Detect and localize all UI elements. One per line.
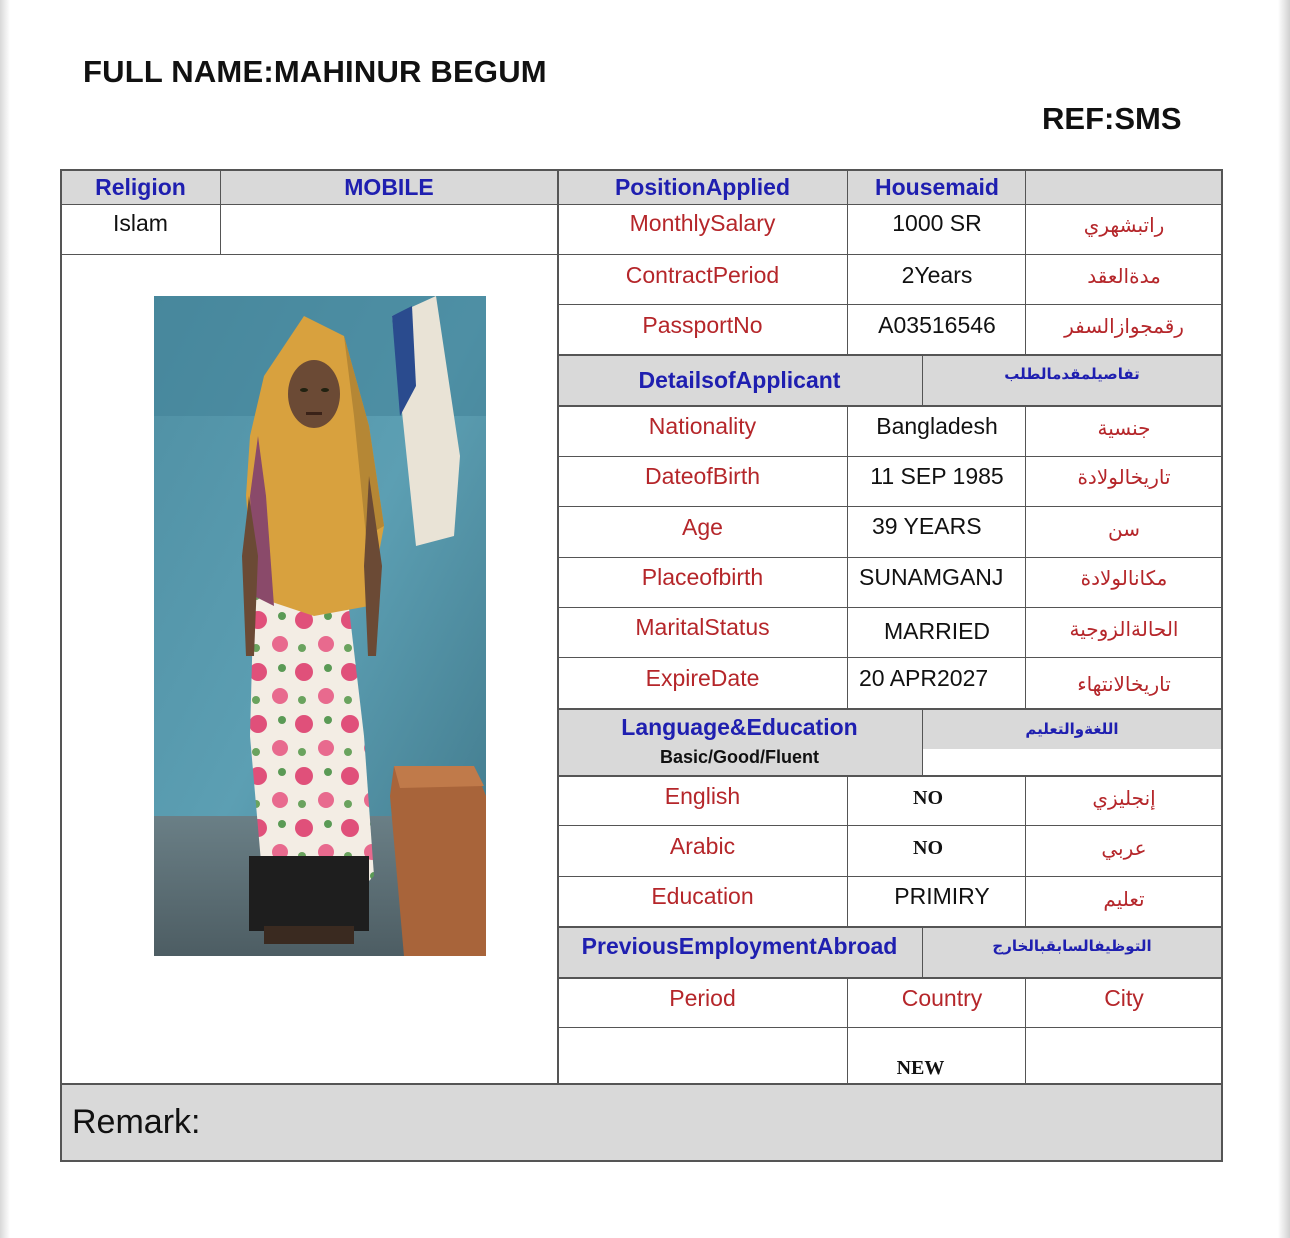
table-grid-line — [557, 825, 1223, 826]
monthly-salary-value: 1000 SR — [892, 209, 982, 236]
header-blank-cell — [1026, 170, 1222, 205]
table-grid-line — [557, 506, 1223, 507]
remark-label: Remark: — [60, 1084, 1222, 1161]
date-of-birth-value: 11 SEP 1985 — [870, 462, 1004, 489]
passport-label: PassportNo — [642, 311, 763, 338]
language-header-blank — [922, 749, 1222, 776]
table-grid-line — [557, 708, 1223, 710]
employment-country-value: NEW — [896, 1056, 945, 1079]
full-name-heading: FULL NAME:MAHINUR BEGUM — [83, 54, 547, 89]
table-grid-line — [60, 170, 62, 1161]
age-value: 39 YEARS — [872, 512, 982, 539]
table-grid-line — [1025, 170, 1026, 355]
religion-value: Islam — [113, 209, 168, 236]
table-grid-line — [60, 1083, 1223, 1085]
table-grid-line — [847, 170, 848, 355]
date-of-birth-arabic: تاريخالولادة — [1077, 465, 1171, 489]
marital-status-arabic: الحالةالزوجية — [1069, 617, 1179, 641]
table-grid-line — [557, 876, 1223, 877]
table-grid-line — [847, 978, 848, 1084]
table-grid-line — [1221, 170, 1223, 1161]
table-grid-line — [557, 607, 1223, 608]
place-of-birth-value: SUNAMGANJ — [859, 563, 1004, 590]
reference-code: REF:SMS — [1042, 101, 1182, 136]
education-value: PRIMIRY — [894, 882, 990, 909]
table-grid-line — [1025, 978, 1026, 1084]
table-grid-line — [557, 657, 1223, 658]
details-section-arabic: تفاصيلمقدمالطلب — [922, 355, 1222, 392]
table-grid-line — [557, 1027, 1223, 1028]
table-grid-line — [60, 204, 1223, 205]
arabic-label: Arabic — [669, 832, 736, 859]
employment-section-title: PreviousEmploymentAbroad — [557, 927, 922, 965]
age-arabic: سن — [1108, 517, 1140, 541]
nationality-label: Nationality — [648, 412, 757, 439]
arabic-arabic: عربي — [1101, 836, 1147, 860]
employment-section-arabic: التوظيفالسابقبالخارج — [922, 927, 1222, 965]
monthly-salary-label: MonthlySalary — [629, 209, 776, 236]
position-applied-header: PositionApplied — [557, 170, 848, 205]
expire-date-value: 20 APR2027 — [859, 664, 989, 691]
table-grid-line — [922, 709, 923, 776]
position-value: Housemaid — [848, 170, 1026, 205]
table-grid-line — [557, 775, 1223, 777]
place-of-birth-arabic: مكانالولادة — [1080, 566, 1168, 590]
expire-date-label: ExpireDate — [645, 664, 760, 691]
table-grid-line — [847, 776, 848, 927]
passport-arabic: رقمجوازالسفر — [1064, 314, 1184, 338]
table-grid-line — [922, 927, 923, 978]
marital-status-label: MaritalStatus — [635, 613, 770, 640]
age-label: Age — [682, 513, 723, 540]
table-grid-line — [557, 557, 1223, 558]
contract-period-value: 2Years — [901, 261, 973, 288]
table-grid-line — [557, 354, 1223, 356]
country-column-header: Country — [901, 984, 983, 1011]
table-grid-line — [557, 926, 1223, 928]
table-grid-line — [922, 355, 923, 406]
table-grid-line — [557, 456, 1223, 457]
period-column-header: Period — [669, 984, 736, 1011]
marital-status-value: MARRIED — [883, 617, 991, 644]
contract-period-arabic: مدةالعقد — [1087, 264, 1161, 288]
arabic-value: NO — [913, 836, 943, 859]
passport-value: A03516546 — [878, 311, 996, 338]
table-grid-line — [557, 405, 1223, 407]
city-column-header: City — [1104, 984, 1144, 1011]
details-section-title: DetailsofApplicant — [557, 355, 922, 406]
language-section-subtitle: Basic/Good/Fluent — [659, 747, 819, 767]
table-grid-line — [557, 304, 1223, 305]
education-arabic: تعليم — [1103, 887, 1145, 911]
language-section-title: Language&Education — [621, 714, 858, 740]
expire-date-arabic: تاريخالانتهاء — [1077, 672, 1171, 696]
english-arabic: إنجليزي — [1092, 786, 1156, 810]
date-of-birth-label: DateofBirth — [644, 462, 761, 489]
page-shadow-right — [1278, 0, 1290, 1238]
mobile-header: MOBILE — [221, 170, 557, 205]
table-grid-line — [557, 170, 559, 1084]
table-grid-line — [557, 977, 1223, 979]
table-grid-line — [1025, 776, 1026, 927]
mobile-value — [221, 205, 557, 241]
table-grid-line — [60, 169, 1223, 171]
english-label: English — [664, 782, 741, 809]
table-grid-line — [60, 1160, 1223, 1162]
applicant-photo — [154, 296, 486, 956]
place-of-birth-label: Placeofbirth — [641, 563, 764, 590]
employment-period-value — [557, 1028, 848, 1084]
page-shadow-left — [0, 0, 10, 1238]
education-label: Education — [651, 882, 754, 909]
monthly-salary-arabic: راتبشهري — [1083, 213, 1165, 237]
table-grid-line — [60, 254, 1223, 255]
details-header-fill — [922, 392, 1222, 406]
english-value: NO — [913, 786, 943, 809]
nationality-value: Bangladesh — [876, 412, 998, 439]
employment-city-value — [1026, 1028, 1222, 1084]
language-section-arabic: اللغةوالتعليم — [922, 709, 1222, 749]
nationality-arabic: جنسية — [1097, 416, 1151, 440]
contract-period-label: ContractPeriod — [625, 261, 780, 288]
language-section-header — [557, 709, 922, 776]
religion-header: Religion — [60, 170, 221, 205]
table-grid-line — [220, 170, 221, 255]
